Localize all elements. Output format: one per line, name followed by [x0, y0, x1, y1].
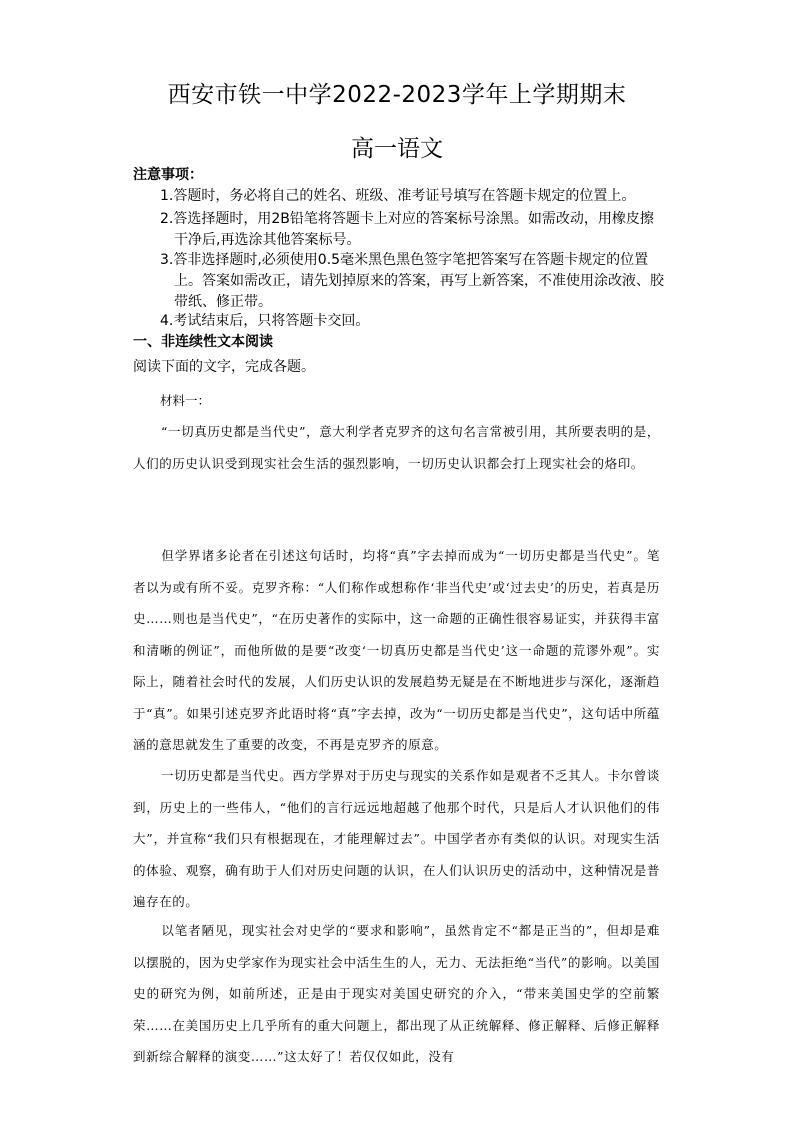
section-heading: 一、非连续性文本阅读: [133, 334, 273, 350]
note-text-continued: 上。答案如需改正，请先划掉原来的答案，再写上新答案，不准使用涂改液、胶带纸、修正带。: [174, 273, 664, 310]
note-item: [160, 250, 670, 313]
paragraph: [133, 760, 660, 918]
note-text: 2.答选择题时，用2B铅笔将答题卡上对应的答案标号涂黑。如需改动，用橡皮擦: [160, 211, 654, 227]
paragraph: [133, 540, 660, 761]
exam-subject: 高一语文: [351, 136, 443, 162]
note-item: [160, 311, 670, 332]
note-text: 3.答非选择题时,必须使用0.5毫米黑色黑色签字笔把答案写在答题卡规定的位置: [160, 252, 649, 268]
instruction-text: 阅读下面的文字，完成各题。: [133, 359, 315, 375]
paragraph-text: 一切历史都是当代史。西方学界对于历史与现实的关系作如是观者不乏其人。卡尔曾谈到，历史上的一些伟人，“他们的言行远远地超越了他那个时代，只是后人才认识他们的伟大”，并宣称“我们只有根据现在，才能理解过去”。中国学者亦有类似的认识。对现实生活的体验、观察，确有助于人们对历史问题的认识，在人们认识历史的活动中，这种情况是普遍存在的。: [133, 768, 660, 909]
note-text-continued: 干净后,再选涂其他答案标号。: [174, 232, 361, 248]
note-item: [160, 186, 670, 207]
note-text: 1.答题时，务必将自己的姓名、班级、准考证号填写在答题卡规定的位置上。: [160, 188, 636, 204]
note-text: 4.考试结束后，只将答题卡交回。: [160, 313, 370, 329]
paragraph-text: 以笔者陋见，现实社会对史学的“要求和影响”，虽然肯定不“都是正当的”，但却是难以摆脱的，因为史学家作为现实社会中活生生的人，无力、无法拒绝“当代”的影响。以美国史的研究为例，如前所述，正是由于现实对美国史研究的介入，“带来美国史学的空前繁荣……在美国历史上几乎所有的重大问题上，都出现了从正统解释、修正解释、后修正解释到新综合解释的演变……”这太好了！若仅仅如此，没有: [133, 923, 660, 1064]
note-item: [160, 209, 670, 251]
notes-heading: 注意事项：: [133, 167, 203, 183]
paragraph: [133, 915, 660, 1073]
material-label: 材料一：: [160, 393, 211, 408]
paragraph-text: 但学界诸多论者在引述这句话时，均将“真”字去掉而成为“一切历史都是当代史”。笔者以为或有所不妥。克罗齐称：“人们称作或想称作‘非当代史’或‘过去史’的历史，若真是历史……则也是当代史”，“在历史著作的实际中，这一命题的正确性很容易证实，并获得丰富和清晰的例证”，而他所做的是要“改变‘一切真历史都是当代史’这一命题的荒谬外观”。实际上，随着社会时代的发展，人们历史认识的发展趋势无疑是在不断地进步与深化，逐渐趋于“真”。如果引述克罗齐此语时将“真”字去掉，改为“一切历史都是当代史”，这句话中所蕴涵的意思就发生了重要的改变，不再是克罗齐的原意。: [133, 548, 660, 752]
exam-title: 西安市铁一中学2022-2023学年上学期期末: [167, 82, 627, 108]
paragraph: [133, 416, 660, 479]
paragraph-text: “一切真历史都是当代史”，意大利学者克罗齐的这句名言常被引用，其所要表明的是，人们的历史认识受到现实社会生活的强烈影响，一切历史认识都会打上现实社会的烙印。: [133, 424, 660, 471]
